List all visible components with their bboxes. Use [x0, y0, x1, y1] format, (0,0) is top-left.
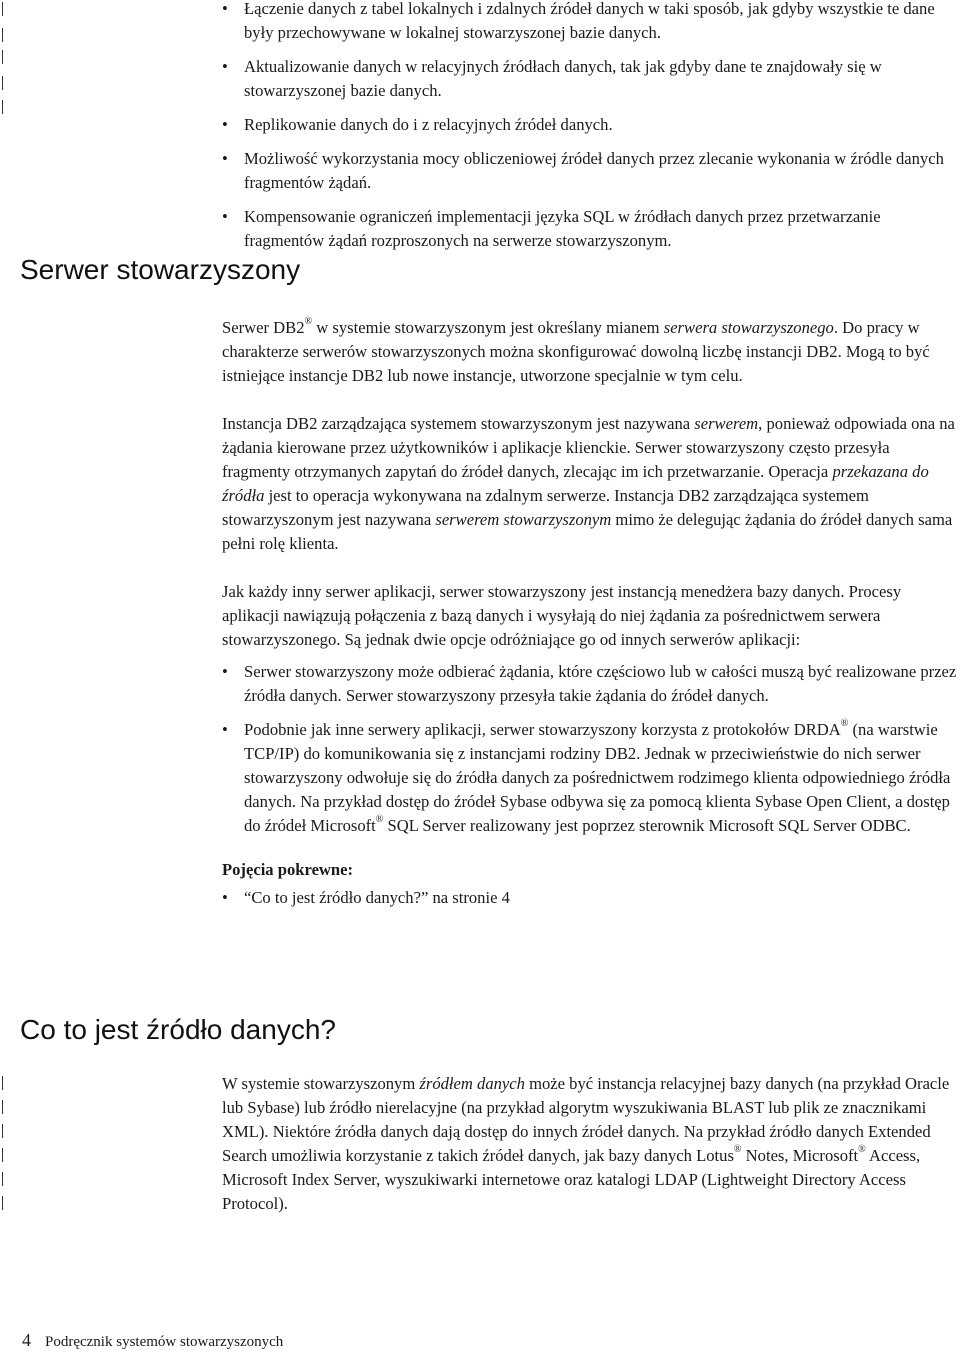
list-item: • Możliwość wykorzystania mocy obliczeniowej źródeł danych przez zlecanie wykonania w źródle danych fragmentów żądań.: [222, 147, 958, 195]
list-item: • Aktualizowanie danych w relacyjnych źródłach danych, tak jak gdyby dane te znajdowały się w stowarzyszonej bazie danych.: [222, 55, 958, 103]
change-bar: [2, 1100, 3, 1114]
page-footer: [22, 1330, 283, 1351]
paragraph: Jak każdy inny serwer aplikacji, serwer stowarzyszony jest instancją menedżera bazy danych. Procesy aplikacji nawiązują połączenia z bazą danych i wysyłają do niej żądania za pośrednictwem serwera stowarzyszonego. Są jednak dwie opcje odróżniające go od innych serwerów aplikacji:: [222, 582, 902, 649]
change-bar: [2, 1148, 3, 1162]
change-bar: [2, 1124, 3, 1138]
change-bar: [2, 76, 3, 90]
list-item: • Serwer stowarzyszony może odbierać żądania, które częściowo lub w całości muszą być realizowane przez źródła danych. Serwer stowarzyszony przesyła takie żądania do źródeł danych.: [222, 660, 958, 708]
change-bar: [2, 2, 3, 16]
top-bullet-list: [222, 0, 958, 253]
change-bar: [2, 100, 3, 114]
section-heading-zrodlo: Co to jest źródło danych?: [20, 1014, 336, 1045]
page-number: 4: [22, 1330, 31, 1350]
change-bar: [2, 1172, 3, 1186]
book-title: Podręcznik systemów stowarzyszonych: [45, 1334, 284, 1350]
related-concepts-heading: Pojęcia pokrewne:: [222, 860, 354, 879]
change-bar: [2, 28, 3, 42]
list-item: • Łączenie danych z tabel lokalnych i zdalnych źródeł danych w taki sposób, jak gdyby wszystkie te dane były przechowywane w lokalnej stowarzyszonej bazie danych.: [222, 0, 958, 45]
section-heading-serwer: Serwer stowarzyszony: [20, 254, 301, 285]
change-bar: [2, 1196, 3, 1210]
paragraph: W systemie stowarzyszonym źródłem danych może być instancja relacyjnej bazy danych (na przykład Oracle lub Sybase) lub źródło nierelacyjne (na przykład algorytm wyszukiwania BLAST lub plik ze znacznikami XML). Niektóre źródła danych dają dostęp do innych źródeł danych. Na przykład źródło danych Extended Search umożliwia korzystanie z takich źródeł danych, jak bazy danych Lotus® Notes, Microsoft® Access, Microsoft Index Server, wyszukiwarki internetowe oraz katalogi LDAP (Lightweight Directory Access Protocol).: [222, 1074, 950, 1213]
change-bar: [2, 1076, 3, 1090]
paragraph: Instancja DB2 zarządzająca systemem stowarzyszonym jest nazywana serwerem, ponieważ odpowiada ona na żądania kierowane przez użytkowników i aplikacje klienckie. Serwer stowarzyszony często przesyła fragmenty otrzymanych zapytań do źródeł danych, zlecając im ich przetwarzanie. Operacja przekazana do źródła jest to operacja wykonywana na zdalnym serwerze. Instancja DB2 zarządzająca systemem stowarzyszonym jest nazywana serwerem stowarzyszonym mimo że delegując żądania do źródeł danych sama pełni rolę klienta.: [222, 414, 955, 553]
list-item: • Podobnie jak inne serwery aplikacji, serwer stowarzyszony korzysta z protokołów DRDA® (na warstwie TCP/IP) do komunikowania się z instancjami rodziny DB2. Jednak w przeciwieństwie do nich serwer stowarzyszony odwołuje się do źródła danych za pośrednictwem rodzimego klienta odpowiedniego źródła danych. Na przykład dostęp do źródeł Sybase odbywa się za pomocą klienta Sybase Open Client, a dostęp do źródeł Microsoft® SQL Server realizowany jest poprzez sterownik Microsoft SQL Server ODBC.: [222, 718, 958, 838]
change-bar: [2, 50, 3, 64]
related-link[interactable]: • “Co to jest źródło danych?” na stronie 4: [222, 886, 958, 910]
list-item: • Replikowanie danych do i z relacyjnych źródeł danych.: [222, 113, 958, 137]
section-zrodlo-body: [222, 1072, 958, 1216]
paragraph: Serwer DB2® w systemie stowarzyszonym jest określany mianem serwera stowarzyszonego. Do pracy w charakterze serwerów stowarzyszonych można skonfigurować dowolną liczbę instancji DB2. Mogą to być istniejące instancje DB2 lub nowe instancje, utworzone specjalnie w tym celu.: [222, 316, 930, 385]
list-item: • Kompensowanie ograniczeń implementacji języka SQL w źródłach danych przez przetwarzanie fragmentów żądań rozproszonych na serwerze stowarzyszonym.: [222, 205, 958, 253]
section-serwer-body: [222, 316, 958, 910]
bullet-list: [222, 660, 958, 838]
